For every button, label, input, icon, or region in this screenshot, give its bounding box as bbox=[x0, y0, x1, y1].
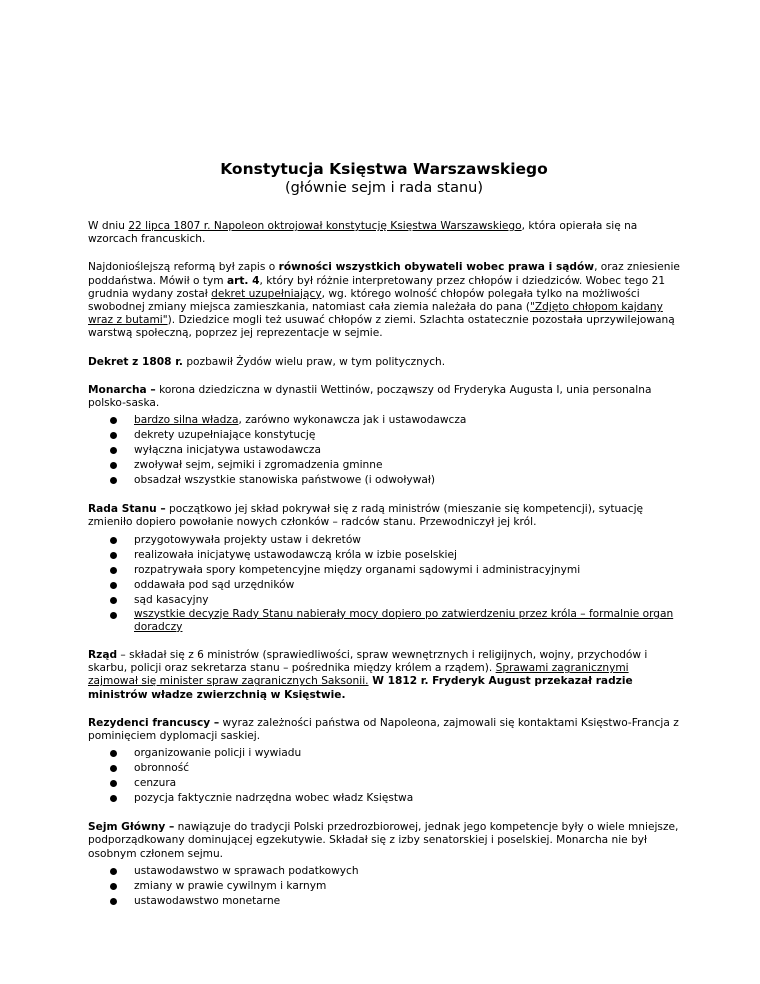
list-item: przygotowywała projekty ustaw i dekretów bbox=[104, 533, 680, 548]
rezydenci-section bbox=[88, 717, 680, 806]
list-item: ustawodawstwo w sprawach podatkowych bbox=[104, 864, 680, 879]
rzad-paragraph: Rząd – składał się z 6 ministrów (sprawiedliwości, spraw wewnętrznych i religijnych, wojny, przychodów i skarbu, policji oraz sekretarza stanu – pośrednika między królem a rządem). Sprawami zagranicznymi zajmował się minister spraw zagranicznych Saksonii. W 1812 r. Fryderyk August przekazał radzie ministrów władze zwierzchnią w Księstwie. bbox=[88, 649, 648, 701]
list-item: wyłączna inicjatywa ustawodawcza bbox=[104, 443, 680, 458]
monarcha-list bbox=[88, 413, 680, 488]
list-item: organizowanie policji i wywiadu bbox=[104, 746, 680, 761]
document-page bbox=[88, 160, 680, 924]
monarcha-section bbox=[88, 384, 680, 488]
document-subtitle: (głównie sejm i rada stanu) bbox=[284, 180, 484, 196]
list-item: zmiany w prawie cywilnym i karnym bbox=[104, 879, 680, 894]
rezydenci-list bbox=[88, 746, 680, 806]
list-item: zwoływał sejm, sejmiki i zgromadzenia gminne bbox=[104, 458, 680, 473]
rezydenci-heading: Rezydenci francuscy – wyraz zależności państwa od Napoleona, zajmowali się kontaktami Księstwo-Francja z pominięciem dyplomacji saskiej. bbox=[88, 716, 679, 743]
list-item: bardzo silna władza, zarówno wykonawcza jak i ustawodawcza bbox=[104, 413, 680, 428]
list-item: oddawała pod sąd urzędników bbox=[104, 578, 680, 593]
list-item: dekrety uzupełniające konstytucję bbox=[104, 428, 680, 443]
intro-paragraph: W dniu 22 lipca 1807 r. Napoleon oktrojował konstytucję Księstwa Warszawskiego, która opierała się na wzorcach francuskich. bbox=[88, 220, 638, 246]
list-item: wszystkie decyzje Rady Stanu nabierały mocy dopiero po zatwierdzeniu przez króla – formalnie organ doradczy bbox=[104, 608, 680, 634]
sejm-heading: Sejm Główny – nawiązuje do tradycji Polski przedrozbiorowej, jednak jego kompetencje były o wiele mniejsze, podporządkowany dominującej egzekutywie. Składał się z izby senatorskiej i poselskiej. Monarcha nie był osobnym członem sejmu. bbox=[88, 821, 679, 860]
list-item: cenzura bbox=[104, 776, 680, 791]
rada-list bbox=[88, 533, 680, 634]
list-item: realizowała inicjatywę ustawodawczą króla w izbie poselskiej bbox=[104, 548, 680, 563]
reform-paragraph: Najdonioślejszą reformą był zapis o równości wszystkich obywateli wobec prawa i sądów, oraz zniesienie poddaństwa. Mówił o tym art. 4, który był różnie interpretowany przez chłopów i dziedziców. Wobec tego 21 grudnia wydany został dekret uzupełniający, wg. którego wolność chłopów polegała tylko na możliwości swobodnej zmiany miejsca zamieszkania, natomiast cała ziemia należała do pana ("Zdjęto chłopom kajdany wraz z butami"). Dziedzice mogli też usuwać chłopów z ziemi. Szlachta ostatecznie pozostała uprzywilejowaną warstwą społeczną, poprzez jej reprezentacje w sejmie. bbox=[88, 261, 680, 340]
list-item: pozycja faktycznie nadrzędna wobec władz Księstwa bbox=[104, 791, 680, 806]
sejm-section bbox=[88, 821, 680, 909]
rada-heading: Rada Stanu – początkowo jej skład pokrywał się z radą ministrów (mieszanie się kompetencji), sytuację zmieniło dopiero powołanie nowych członków – radców stanu. Przewodniczył jej król. bbox=[88, 503, 644, 529]
list-item: ustawodawstwo monetarne bbox=[104, 894, 680, 909]
list-item: sąd kasacyjny bbox=[104, 593, 680, 608]
list-item: rozpatrywała spory kompetencyjne między organami sądowymi i administracyjnymi bbox=[104, 563, 680, 578]
decree-paragraph: Dekret z 1808 r. pozbawił Żydów wielu praw, w tym politycznych. bbox=[88, 355, 446, 368]
rada-section bbox=[88, 503, 680, 634]
document-title: Konstytucja Księstwa Warszawskiego bbox=[220, 160, 548, 178]
list-item: obronność bbox=[104, 761, 680, 776]
monarcha-heading: Monarcha – korona dziedziczna w dynastii Wettinów, począwszy od Fryderyka Augusta I, unia personalna polsko-saska. bbox=[88, 383, 652, 410]
list-item: obsadzał wszystkie stanowiska państwowe (i odwoływał) bbox=[104, 473, 680, 488]
sejm-list bbox=[88, 864, 680, 909]
